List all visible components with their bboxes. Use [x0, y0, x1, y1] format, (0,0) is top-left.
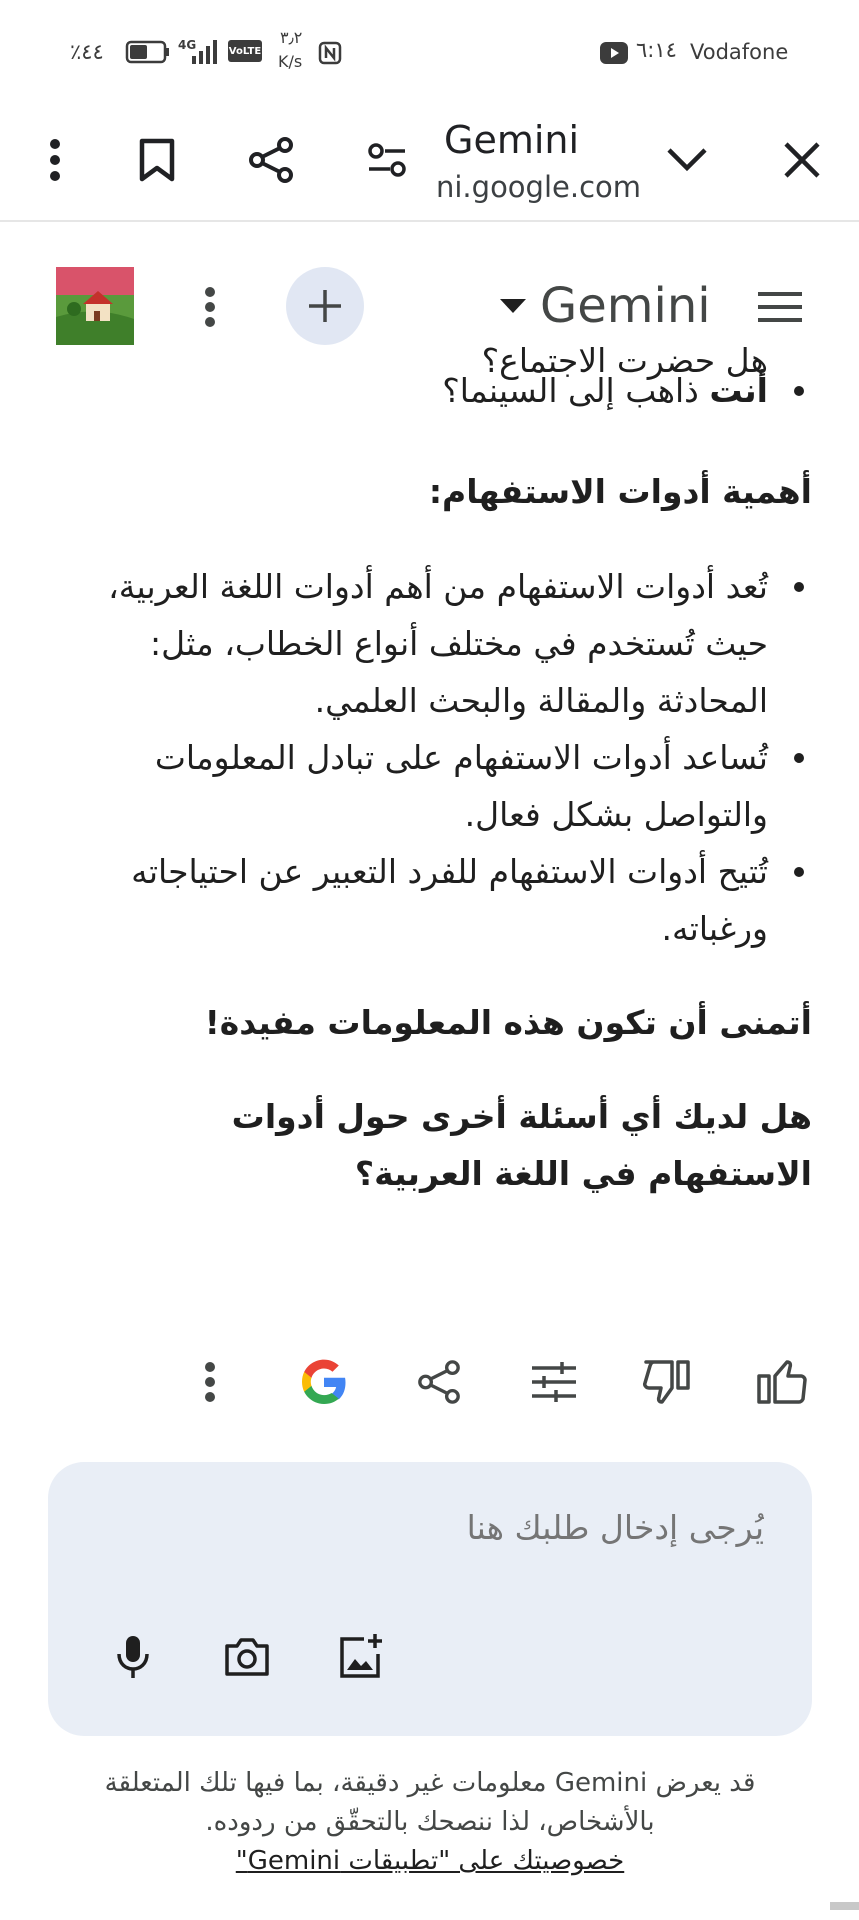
- chat-options-button[interactable]: [190, 277, 230, 337]
- battery-icon: [126, 40, 170, 64]
- share-button[interactable]: [236, 125, 306, 195]
- thumbs-up-icon: [757, 1358, 807, 1406]
- share-icon: [416, 1359, 462, 1405]
- more-vert-icon: [49, 138, 61, 182]
- importance-heading: أهمية أدوات الاستفهام:: [428, 472, 812, 511]
- page-url: ni.google.com: [436, 170, 642, 204]
- followup-question: هل لديك أي أسئلة أخرى حول أدوات الاستفهام في اللغة العربية؟: [231, 1097, 812, 1193]
- tune-icon: [367, 142, 407, 178]
- clock: ٦:١٤: [636, 38, 677, 62]
- battery-percent: ٪٤٤: [70, 40, 104, 64]
- share-icon: [247, 136, 295, 184]
- net-speed-value: ٣٫٢: [280, 28, 303, 47]
- chevron-down-icon: [665, 146, 709, 174]
- expand-button[interactable]: [652, 125, 722, 195]
- bookmark-button[interactable]: [122, 125, 192, 195]
- list-item: تُعد أدوات الاستفهام من أهم أدوات اللغة العربية، حيث تُستخدم في مختلف أنواع الخطاب، مثل: المحادثة والمقالة والبحث العلمي.: [60, 558, 768, 729]
- more-options-button[interactable]: [20, 125, 90, 195]
- new-chat-button[interactable]: [286, 267, 364, 345]
- add-image-button[interactable]: [328, 1624, 394, 1690]
- list-item-text: ذاهب إلى السينما؟: [442, 371, 710, 410]
- close-icon: [783, 141, 821, 179]
- page-title: Gemini: [444, 118, 580, 162]
- avatar[interactable]: [56, 267, 134, 345]
- list-item: تُتيح أدوات الاستفهام للفرد التعبير عن احتياجاته ورغباته.: [60, 843, 768, 957]
- model-selector[interactable]: [500, 274, 711, 338]
- profile-picture-icon: [56, 267, 134, 345]
- google-g-icon: [297, 1355, 351, 1409]
- home-indicator: [830, 1902, 859, 1910]
- thumbs-up-button[interactable]: [752, 1352, 812, 1412]
- clipped-list-item-text: هل حضرت الاجتماع؟: [481, 341, 768, 380]
- prompt-box: [48, 1462, 812, 1736]
- list-item: [60, 362, 768, 419]
- mic-button[interactable]: [100, 1624, 166, 1690]
- carrier-name: Vodafone: [690, 40, 789, 64]
- hamburger-menu-icon: [758, 291, 802, 323]
- camera-icon: [223, 1636, 271, 1678]
- close-tab-button[interactable]: [767, 125, 837, 195]
- status-bar: [0, 0, 859, 100]
- more-vert-icon: [204, 286, 216, 328]
- browser-toolbar: [0, 100, 859, 222]
- volte-badge: VoLTE: [228, 40, 262, 62]
- page-title-block[interactable]: [436, 110, 644, 210]
- privacy-link[interactable]: خصوصيتك على "تطبيقات Gemini": [235, 1846, 625, 1876]
- more-vert-icon: [204, 1361, 216, 1403]
- add-photo-icon: [338, 1634, 384, 1680]
- microphone-icon: [115, 1634, 151, 1680]
- response-content: [60, 341, 812, 1202]
- examples-list: [60, 362, 812, 419]
- more-actions-button[interactable]: [180, 1352, 240, 1412]
- importance-list: [60, 558, 812, 957]
- signal-icon: [192, 40, 220, 64]
- disclaimer-text: قد يعرض Gemini معلومات غير دقيقة، بما فيها تلك المتعلقة بالأشخاص، لذا ننصحك بالتحقّق من ردوده.: [104, 1768, 756, 1837]
- main-menu-button[interactable]: [755, 277, 805, 337]
- model-name: Gemini: [540, 278, 711, 334]
- youtube-notification-icon: [600, 42, 628, 64]
- modify-response-button[interactable]: [524, 1352, 584, 1412]
- tune-sliders-icon: [532, 1362, 576, 1402]
- list-item: تُساعد أدوات الاستفهام على تبادل المعلومات والتواصل بشكل فعال.: [60, 729, 768, 843]
- nfc-icon: [318, 41, 342, 65]
- thumbs-down-icon: [642, 1358, 692, 1406]
- disclaimer: [60, 1764, 800, 1881]
- double-check-button[interactable]: [294, 1352, 354, 1412]
- caret-down-icon: [500, 299, 526, 313]
- plus-icon: [307, 288, 343, 324]
- network-type: 4G: [178, 38, 197, 52]
- list-item-bold: أنت: [709, 371, 768, 410]
- net-speed-unit: K/s: [278, 52, 303, 71]
- thumbs-down-button[interactable]: [637, 1352, 697, 1412]
- camera-button[interactable]: [214, 1624, 280, 1690]
- closing-text: أتمنى أن تكون هذه المعلومات مفيدة!: [204, 1003, 812, 1042]
- prompt-input[interactable]: [202, 1507, 766, 1548]
- share-response-button[interactable]: [409, 1352, 469, 1412]
- site-settings-button[interactable]: [352, 125, 422, 195]
- bookmark-icon: [137, 138, 177, 182]
